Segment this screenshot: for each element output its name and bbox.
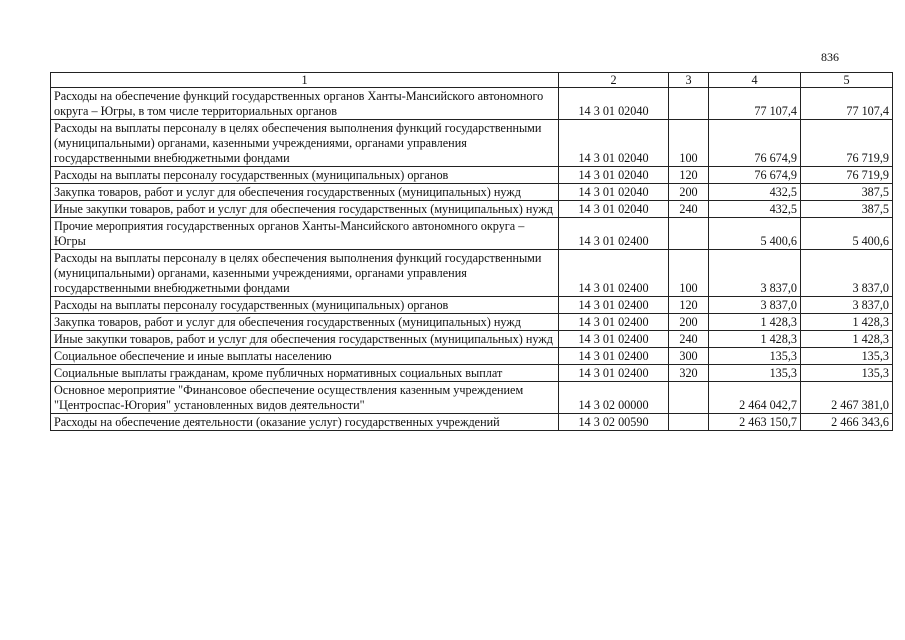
cell-amount-2: 76 719,9 [801, 167, 893, 184]
cell-type: 120 [669, 167, 709, 184]
cell-code: 14 3 01 02400 [559, 331, 669, 348]
cell-type: 100 [669, 120, 709, 167]
cell-amount-1: 432,5 [709, 184, 801, 201]
cell-amount-2: 3 837,0 [801, 297, 893, 314]
cell-amount-2: 387,5 [801, 201, 893, 218]
cell-type: 300 [669, 348, 709, 365]
cell-code: 14 3 01 02400 [559, 297, 669, 314]
cell-amount-2: 2 466 343,6 [801, 414, 893, 431]
cell-name: Расходы на обеспечение деятельности (оказание услуг) государственных учреждений [51, 414, 559, 431]
cell-amount-2: 387,5 [801, 184, 893, 201]
table-header-row [51, 73, 893, 88]
cell-type: 100 [669, 250, 709, 297]
cell-type: 200 [669, 184, 709, 201]
cell-amount-2: 1 428,3 [801, 331, 893, 348]
cell-amount-2: 2 467 381,0 [801, 382, 893, 414]
cell-amount-1: 3 837,0 [709, 297, 801, 314]
cell-type: 120 [669, 297, 709, 314]
cell-name: Закупка товаров, работ и услуг для обеспечения государственных (муниципальных) нужд [51, 184, 559, 201]
cell-amount-1: 5 400,6 [709, 218, 801, 250]
cell-amount-1: 135,3 [709, 348, 801, 365]
cell-amount-1: 1 428,3 [709, 331, 801, 348]
cell-amount-1: 135,3 [709, 365, 801, 382]
column-header-type: 3 [669, 73, 709, 88]
column-header-amount-2: 5 [801, 73, 893, 88]
cell-amount-2: 76 719,9 [801, 120, 893, 167]
cell-amount-1: 76 674,9 [709, 167, 801, 184]
table-row [51, 414, 893, 431]
table-row [51, 382, 893, 414]
cell-code: 14 3 01 02040 [559, 120, 669, 167]
cell-amount-2: 1 428,3 [801, 314, 893, 331]
cell-code: 14 3 01 02400 [559, 348, 669, 365]
table-row [51, 348, 893, 365]
cell-code: 14 3 01 02040 [559, 88, 669, 120]
budget-table [50, 72, 893, 431]
cell-amount-2: 5 400,6 [801, 218, 893, 250]
cell-code: 14 3 01 02040 [559, 201, 669, 218]
column-header-amount-1: 4 [709, 73, 801, 88]
table-row [51, 297, 893, 314]
cell-amount-2: 77 107,4 [801, 88, 893, 120]
cell-name: Социальное обеспечение и иные выплаты населению [51, 348, 559, 365]
cell-name: Расходы на выплаты персоналу государственных (муниципальных) органов [51, 167, 559, 184]
cell-code: 14 3 02 00000 [559, 382, 669, 414]
table-row [51, 250, 893, 297]
cell-name: Социальные выплаты гражданам, кроме публичных нормативных социальных выплат [51, 365, 559, 382]
cell-amount-1: 2 464 042,7 [709, 382, 801, 414]
table-row [51, 201, 893, 218]
cell-type [669, 218, 709, 250]
table-row [51, 314, 893, 331]
cell-name: Основное мероприятие "Финансовое обеспечение осуществления казенным учреждением "Центроспас-Югория" установленных видов деятельности" [51, 382, 559, 414]
cell-code: 14 3 01 02040 [559, 184, 669, 201]
cell-type [669, 382, 709, 414]
cell-name: Расходы на выплаты персоналу в целях обеспечения выполнения функций государственными (муниципальными) органами, казенными учреждениями, органами управления государственными внебюджетными фондами [51, 250, 559, 297]
cell-type: 320 [669, 365, 709, 382]
cell-type [669, 88, 709, 120]
cell-code: 14 3 02 00590 [559, 414, 669, 431]
cell-name: Расходы на выплаты персоналу в целях обеспечения выполнения функций государственными (муниципальными) органами, казенными учреждениями, органами управления государственными внебюджетными фондами [51, 120, 559, 167]
cell-amount-1: 1 428,3 [709, 314, 801, 331]
cell-type [669, 414, 709, 431]
cell-amount-1: 77 107,4 [709, 88, 801, 120]
cell-code: 14 3 01 02400 [559, 218, 669, 250]
cell-code: 14 3 01 02400 [559, 314, 669, 331]
cell-name: Иные закупки товаров, работ и услуг для обеспечения государственных (муниципальных) нужд [51, 201, 559, 218]
cell-type: 240 [669, 331, 709, 348]
cell-code: 14 3 01 02040 [559, 167, 669, 184]
cell-name: Прочие мероприятия государственных органов Ханты-Мансийского автономного округа – Югры [51, 218, 559, 250]
cell-type: 200 [669, 314, 709, 331]
page-number: 836 [821, 50, 839, 64]
cell-amount-1: 76 674,9 [709, 120, 801, 167]
cell-name: Иные закупки товаров, работ и услуг для обеспечения государственных (муниципальных) нужд [51, 331, 559, 348]
cell-name: Закупка товаров, работ и услуг для обеспечения государственных (муниципальных) нужд [51, 314, 559, 331]
cell-name: Расходы на обеспечение функций государственных органов Ханты-Мансийского автономного округа – Югры, в том числе территориальных органов [51, 88, 559, 120]
cell-amount-2: 3 837,0 [801, 250, 893, 297]
table-row [51, 184, 893, 201]
cell-amount-2: 135,3 [801, 365, 893, 382]
cell-amount-1: 432,5 [709, 201, 801, 218]
column-header-code: 2 [559, 73, 669, 88]
cell-amount-2: 135,3 [801, 348, 893, 365]
table-row [51, 331, 893, 348]
table-row [51, 167, 893, 184]
cell-amount-1: 3 837,0 [709, 250, 801, 297]
cell-type: 240 [669, 201, 709, 218]
cell-code: 14 3 01 02400 [559, 365, 669, 382]
table-row [51, 88, 893, 120]
table-row [51, 218, 893, 250]
cell-amount-1: 2 463 150,7 [709, 414, 801, 431]
table-row [51, 120, 893, 167]
table-row [51, 365, 893, 382]
column-header-name: 1 [51, 73, 559, 88]
table-body [51, 88, 893, 431]
cell-code: 14 3 01 02400 [559, 250, 669, 297]
cell-name: Расходы на выплаты персоналу государственных (муниципальных) органов [51, 297, 559, 314]
